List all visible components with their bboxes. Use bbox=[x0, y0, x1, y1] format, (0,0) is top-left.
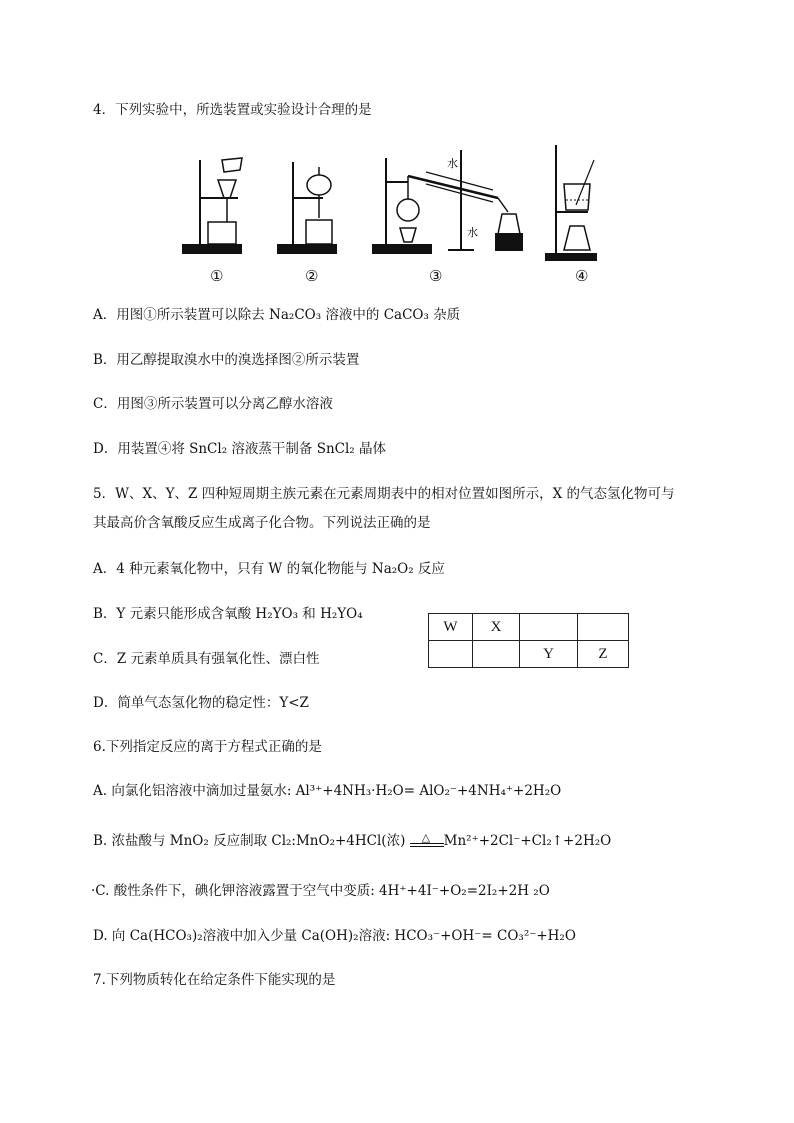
q4-option-d: D．用装置④将 SnCl₂ 溶液蒸干制备 SnCl₂ 晶体 bbox=[93, 441, 386, 457]
q5-option-b: B．Y 元素只能形成含氧酸 H₂YO₃ 和 H₂YO₄ bbox=[93, 606, 363, 622]
table-cell: Z bbox=[578, 641, 629, 668]
water-outlet-label: 水 bbox=[467, 226, 478, 239]
table-row bbox=[429, 614, 629, 641]
q5-option-d: D．简单气态氢化物的稳定性：Y<Z bbox=[93, 695, 309, 711]
apparatus-figure bbox=[178, 140, 618, 290]
table-cell bbox=[520, 614, 578, 641]
q6-option-c: ·C. 酸性条件下，碘化钾溶液露置于空气中变质: 4H⁺+4I⁻+O₂=2I₂+2H ₂O bbox=[91, 883, 550, 899]
question-4-stem: 4．下列实验中，所选装置或实验设计合理的是 bbox=[93, 102, 372, 118]
q5-option-a: A．4 种元素氧化物中，只有 W 的氧化物能与 Na₂O₂ 反应 bbox=[93, 561, 445, 577]
water-inlet-label: 水 bbox=[447, 157, 458, 170]
table-cell: Y bbox=[520, 641, 578, 668]
table-cell: W bbox=[429, 614, 473, 641]
question-6-stem: 6.下列指定反应的离于方程式正确的是 bbox=[93, 739, 322, 755]
q5-option-c: C．Z 元素单质具有强氧化性、漂白性 bbox=[93, 651, 320, 667]
table-cell bbox=[429, 641, 473, 668]
table-cell bbox=[578, 614, 629, 641]
figure-label-4: ④ bbox=[575, 267, 589, 285]
apparatus-drawing bbox=[178, 140, 618, 290]
table-cell: X bbox=[473, 614, 520, 641]
q6-option-a: A. 向氯化铝溶液中滴加过量氨水: Al³⁺+4NH₃·H₂O= AlO₂⁻+4NH₄⁺+2H₂O bbox=[93, 783, 562, 799]
table-row bbox=[429, 641, 629, 668]
question-5-stem-line-1: 5．W、X、Y、Z 四种短周期主族元素在元素周期表中的相对位置如图所示，X 的气态氢化物可与 bbox=[93, 486, 675, 502]
q6-option-b-left: B. 浓盐酸与 MnO₂ 反应制取 Cl₂:MnO₂+4HCl(浓) bbox=[93, 833, 406, 849]
q4-option-c: C．用图③所示装置可以分离乙醇水溶液 bbox=[93, 396, 333, 412]
figure-label-2: ② bbox=[305, 267, 319, 285]
heat-condition-sign bbox=[410, 832, 444, 850]
q6-option-b-right: Mn²⁺+2Cl⁻+Cl₂↑+2H₂O bbox=[443, 833, 612, 849]
question-7-stem: 7.下列物质转化在给定条件下能实现的是 bbox=[93, 972, 336, 988]
q4-option-a: A．用图①所示装置可以除去 Na₂CO₃ 溶液中的 CaCO₃ 杂质 bbox=[93, 307, 461, 323]
q6-option-b bbox=[93, 832, 611, 850]
figure-label-1: ① bbox=[210, 267, 224, 285]
q6-option-d: D. 向 Ca(HCO₃)₂溶液中加入少量 Ca(OH)₂溶液: HCO₃⁻+OH⁻= CO₃²⁻+H₂O bbox=[93, 928, 576, 944]
figure-label-3: ③ bbox=[429, 267, 443, 285]
q4-option-b: B．用乙醇提取溴水中的溴选择图②所示装置 bbox=[93, 352, 360, 368]
table-cell bbox=[473, 641, 520, 668]
heat-triangle-icon: △ bbox=[421, 831, 431, 844]
periodic-table-fragment bbox=[428, 613, 629, 668]
question-5-stem-line-2: 其最高价含氧酸反应生成离子化合物。下列说法正确的是 bbox=[93, 515, 431, 531]
